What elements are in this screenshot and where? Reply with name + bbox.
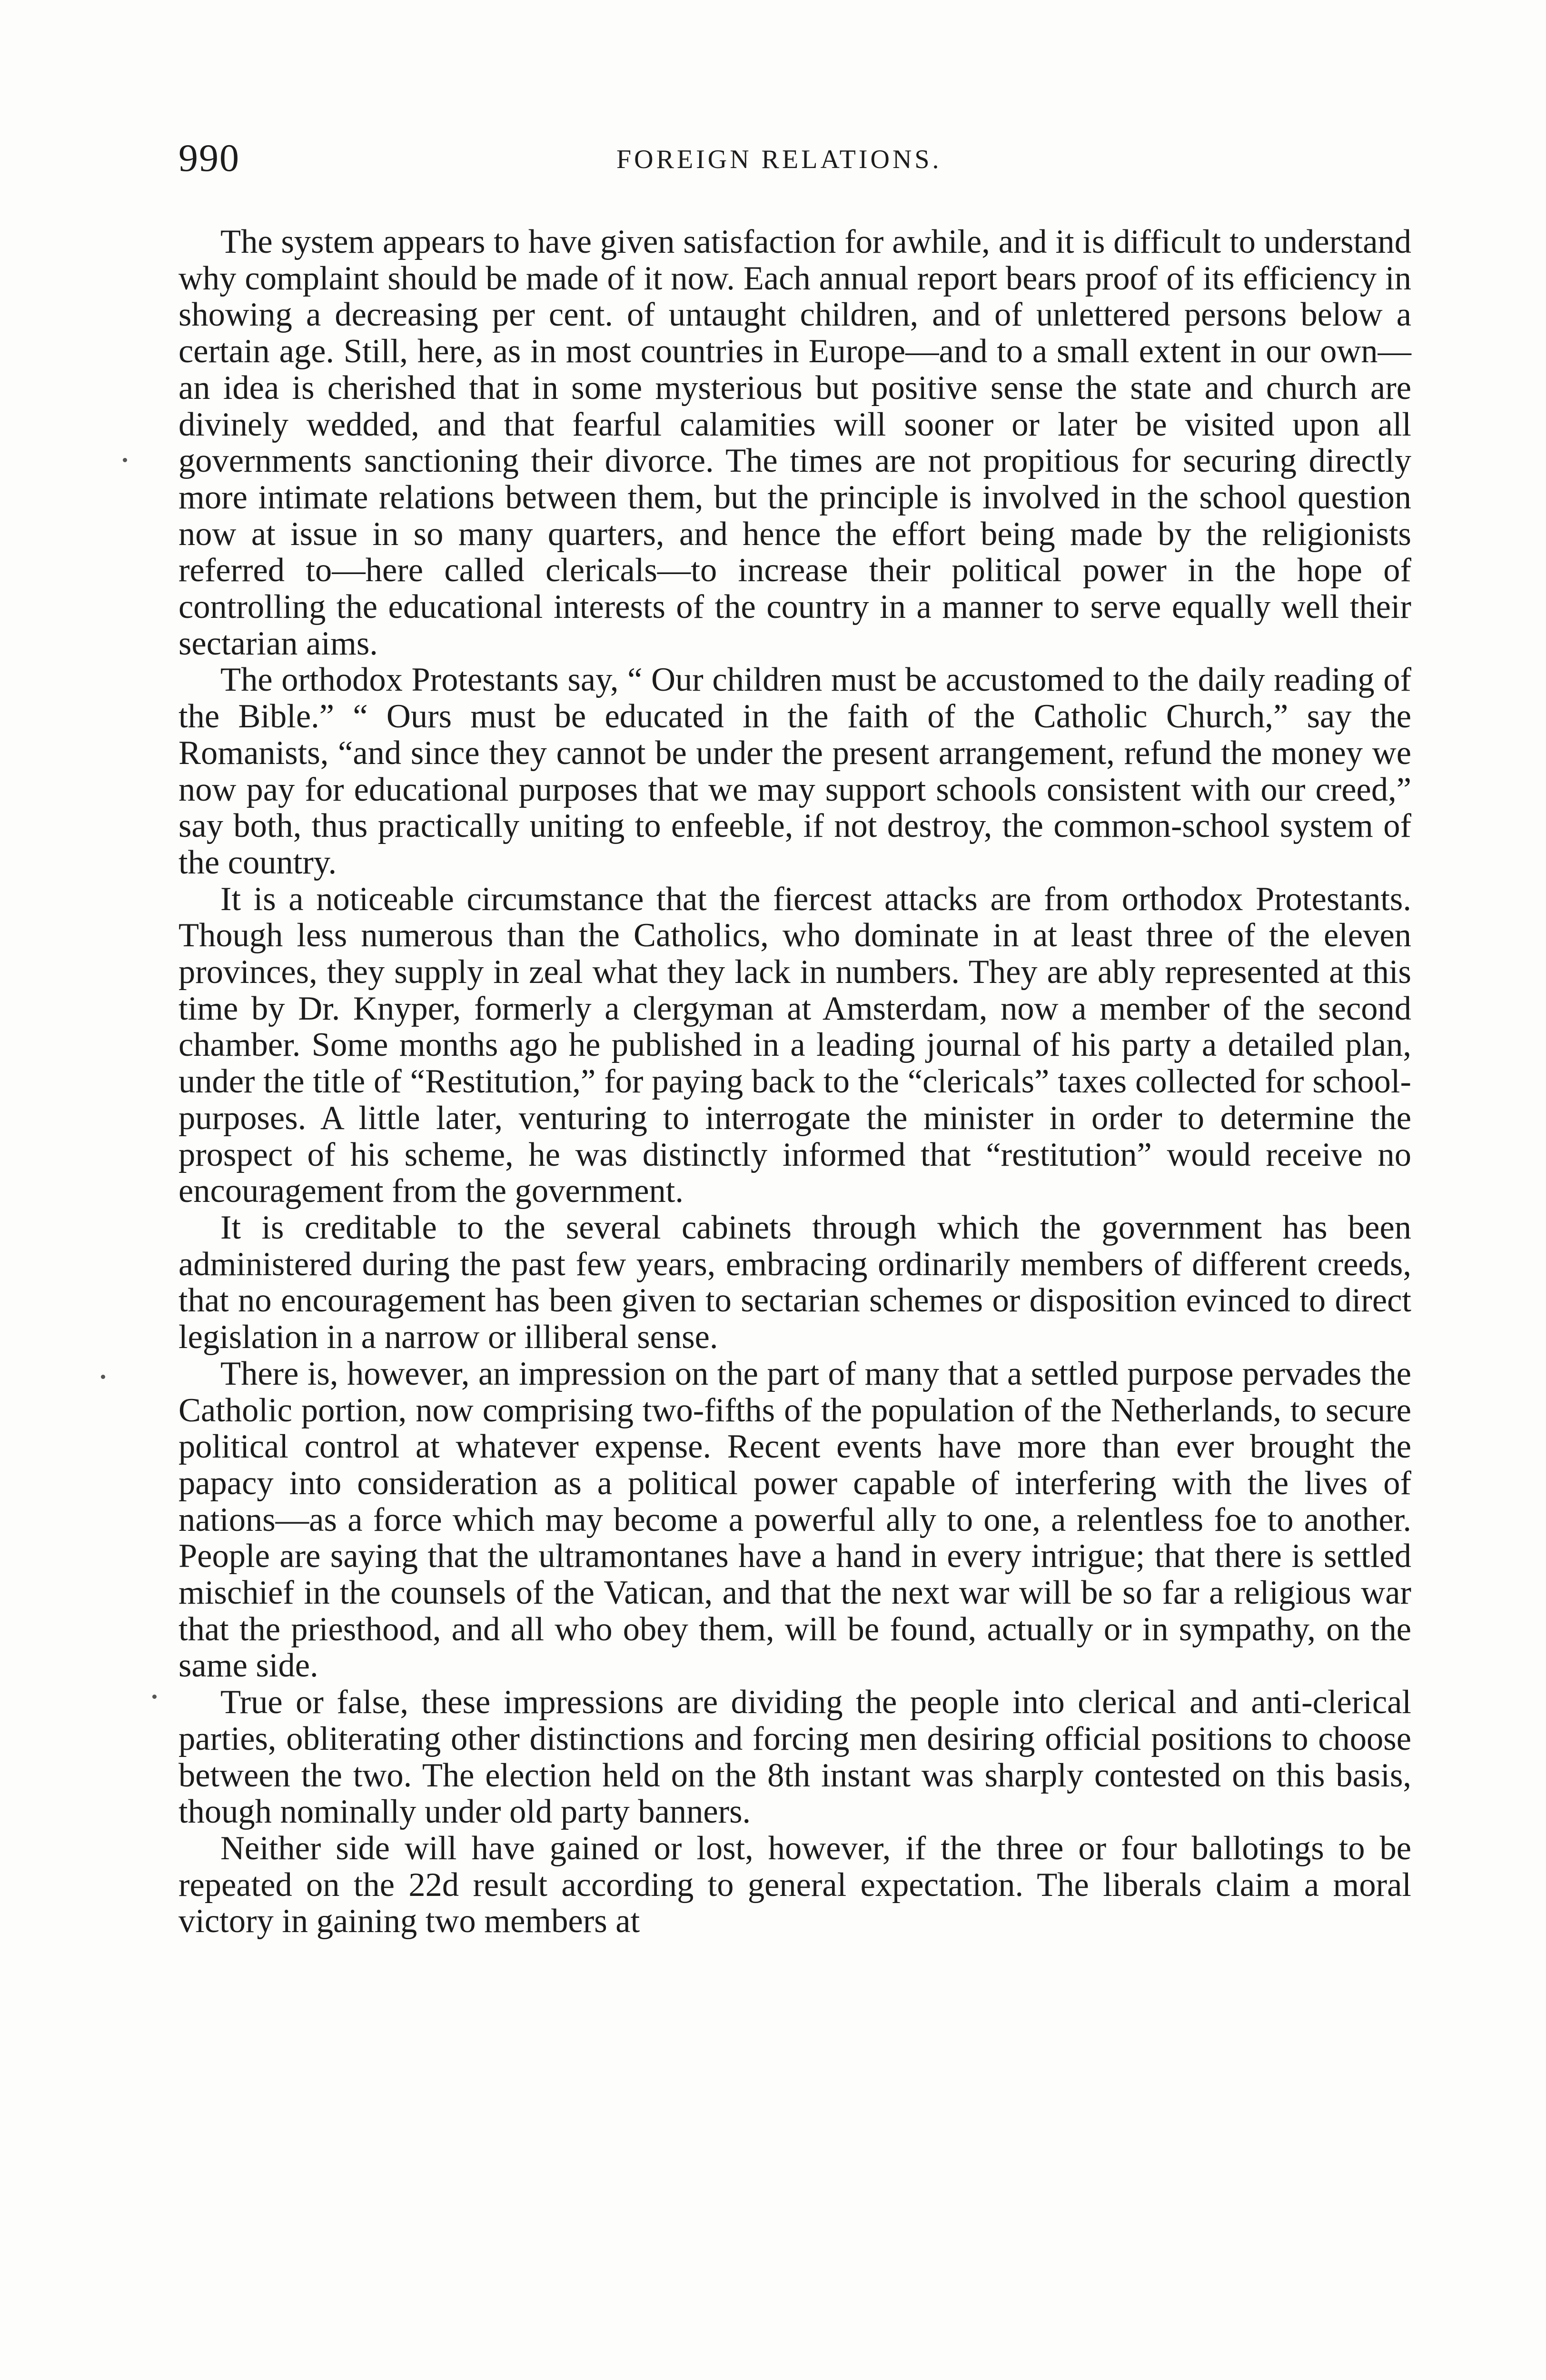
- paragraph-6: True or false, these impressions are dividing the people into clerical and anti-clerical parties, obliterating other distinctions and forcing men desiring official positions to choose between the two. The election held on the 8th instant was sharply contested on this basis, though nominally under old party banners.: [178, 1684, 1411, 1831]
- paragraph-7: Neither side will have gained or lost, however, if the three or four ballotings to be repeated on the 22d result according to general expectation. The liberals claim a moral victory in gaining two members at: [178, 1829, 1411, 1940]
- page-number: 990: [178, 136, 240, 179]
- paragraph-5: There is, however, an impression on the part of many that a settled purpose pervades the Catholic portion, now comprising two-fifths of the population of the Netherlands, to secure political control at whatever expense. Recent events have more than ever brought the papacy into consideration as a political power capable of interfering with the lives of nations—as a force which may become a powerful ally to one, a relentless foe to another. People are saying that the ultramontanes have a hand in every intrigue; that there is settled mischief in the counsels of the Vatican, and that the next war will be so far a religious war that the priesthood, and all who obey them, will be found, actually or in sympathy, on the same side.: [178, 1355, 1411, 1685]
- scan-speck: [101, 1375, 105, 1379]
- paragraph-1: The system appears to have given satisfaction for awhile, and it is difficult to understand why complaint should be made of it now. Each annual report bears proof of its efficiency in showing a decreasing per cent. of untaught children, and of unlettered persons below a certain age. Still, here, as in most countries in Europe—and to a small extent in our own—an idea is cherished that in some mysterious but positive sense the state and church are divinely wedded, and that fearful calamities will sooner or later be visited upon all governments sanctioning their divorce. The times are not propitious for securing directly more intimate relations between them, but the principle is involved in the school question now at issue in so many quarters, and hence the effort being made by the religionists referred to—here called clericals—to increase their political power in the hope of controlling the educational interests of the country in a manner to serve equally well their sectarian aims.: [178, 223, 1411, 662]
- scan-speck: [152, 1695, 157, 1699]
- running-head: FOREIGN RELATIONS.: [616, 145, 942, 174]
- page-header: [178, 136, 1416, 188]
- body-text: [178, 224, 1411, 1940]
- paragraph-4: It is creditable to the several cabinets through which the government has been administered during the past few years, embracing ordinarily members of different creeds, that no encouragement has been given to sectarian schemes or disposition evinced to direct legislation in a narrow or illiberal sense.: [178, 1209, 1411, 1356]
- paragraph-2: The orthodox Protestants say, “ Our children must be accustomed to the daily reading of the Bible.” “ Ours must be educated in the faith of the Catholic Church,” say the Romanists, “and since they cannot be under the present arrangement, refund the money we now pay for educational purposes that we may support schools consistent with our creed,” say both, thus practically uniting to enfeeble, if not destroy, the common-school system of the country.: [178, 661, 1411, 881]
- paragraph-3: It is a noticeable circumstance that the fiercest attacks are from orthodox Protestants. Though less numerous than the Catholics, who dominate in at least three of the eleven provinces, they supply in zeal what they lack in numbers. They are ably represented at this time by Dr. Knyper, formerly a clergyman at Amsterdam, now a member of the second chamber. Some months ago he published in a leading journal of his party a detailed plan, under the title of “Restitution,” for paying back to the “clericals” taxes collected for school-purposes. A little later, venturing to interrogate the minister in order to determine the prospect of his scheme, he was distinctly informed that “restitution” would receive no encouragement from the government.: [178, 880, 1411, 1210]
- scan-speck: [123, 458, 127, 462]
